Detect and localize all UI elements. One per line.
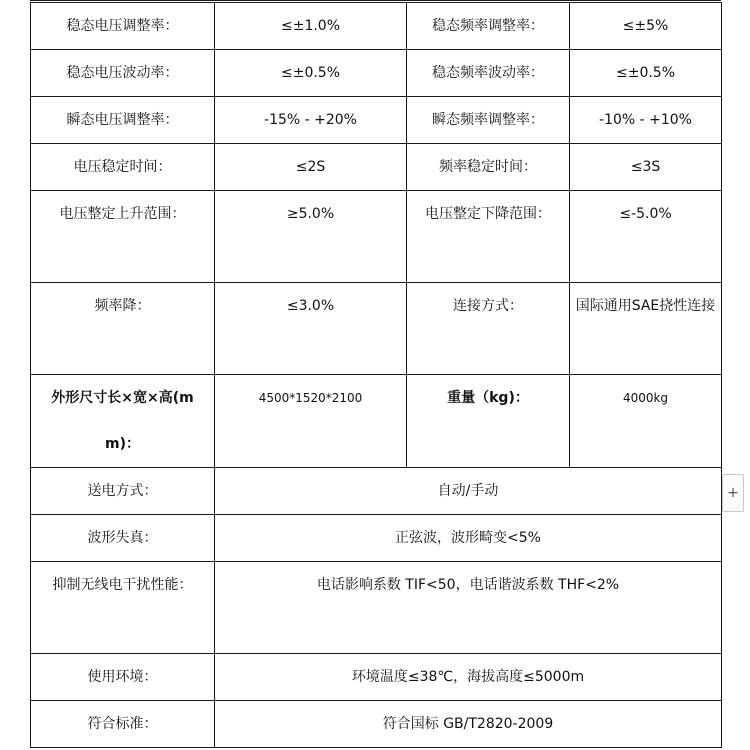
spec-label: 稳态电压波动率： <box>31 50 215 97</box>
spec-label: 抑制无线电干扰性能： <box>31 562 215 654</box>
table-row <box>31 283 722 375</box>
spec-label: 频率稳定时间： <box>407 144 570 191</box>
table-row <box>31 562 722 654</box>
spec-label: 重量（kg)： <box>407 375 570 468</box>
table-row <box>31 701 722 748</box>
spec-table <box>30 2 722 748</box>
spec-value: 电话影响系数 TIF<50，电话谐波系数 THF<2% <box>215 562 722 654</box>
table-row <box>31 144 722 191</box>
spec-value: -15% - +20% <box>215 97 407 144</box>
spec-label: 使用环境： <box>31 654 215 701</box>
spec-label: 符合标准： <box>31 701 215 748</box>
spec-label: 稳态频率波动率： <box>407 50 570 97</box>
table-row <box>31 50 722 97</box>
add-button[interactable]: + <box>722 474 744 512</box>
spec-value: ≤±0.5% <box>570 50 722 97</box>
spec-label: 外形尺寸长×宽×高(mm)： <box>31 375 215 468</box>
spec-value: 符合国标 GB/T2820-2009 <box>215 701 722 748</box>
spec-value: 国际通用SAE挠性连接 <box>570 283 722 375</box>
spec-value: -10% - +10% <box>570 97 722 144</box>
table-row <box>31 468 722 515</box>
spec-label: 连接方式： <box>407 283 570 375</box>
spec-value: ≤-5.0% <box>570 191 722 283</box>
spec-label: 频率降： <box>31 283 215 375</box>
spec-label: 瞬态频率调整率： <box>407 97 570 144</box>
spec-value: 正弦波，波形畸变<5% <box>215 515 722 562</box>
spec-value: ≤±1.0% <box>215 3 407 50</box>
spec-label: 稳态频率调整率： <box>407 3 570 50</box>
table-row <box>31 375 722 468</box>
spec-value: ≤±5% <box>570 3 722 50</box>
spec-label: 波形失真： <box>31 515 215 562</box>
spec-label: 电压稳定时间： <box>31 144 215 191</box>
spec-value: ≤3S <box>570 144 722 191</box>
table-row <box>31 3 722 50</box>
spec-label: 稳态电压调整率： <box>31 3 215 50</box>
spec-label: 送电方式： <box>31 468 215 515</box>
spec-label: 电压整定上升范围： <box>31 191 215 283</box>
table-row <box>31 97 722 144</box>
spec-label: 电压整定下降范围： <box>407 191 570 283</box>
spec-label: 瞬态电压调整率： <box>31 97 215 144</box>
spec-value: ≥5.0% <box>215 191 407 283</box>
spec-value: 4500*1520*2100 <box>215 375 407 468</box>
spec-value: ≤2S <box>215 144 407 191</box>
spec-value: 环境温度≤38℃，海拔高度≤5000m <box>215 654 722 701</box>
table-row <box>31 654 722 701</box>
spec-value: ≤±0.5% <box>215 50 407 97</box>
spec-value: 4000kg <box>570 375 722 468</box>
spec-value: ≤3.0% <box>215 283 407 375</box>
table-row <box>31 191 722 283</box>
table-row <box>31 515 722 562</box>
spec-value: 自动/手动 <box>215 468 722 515</box>
